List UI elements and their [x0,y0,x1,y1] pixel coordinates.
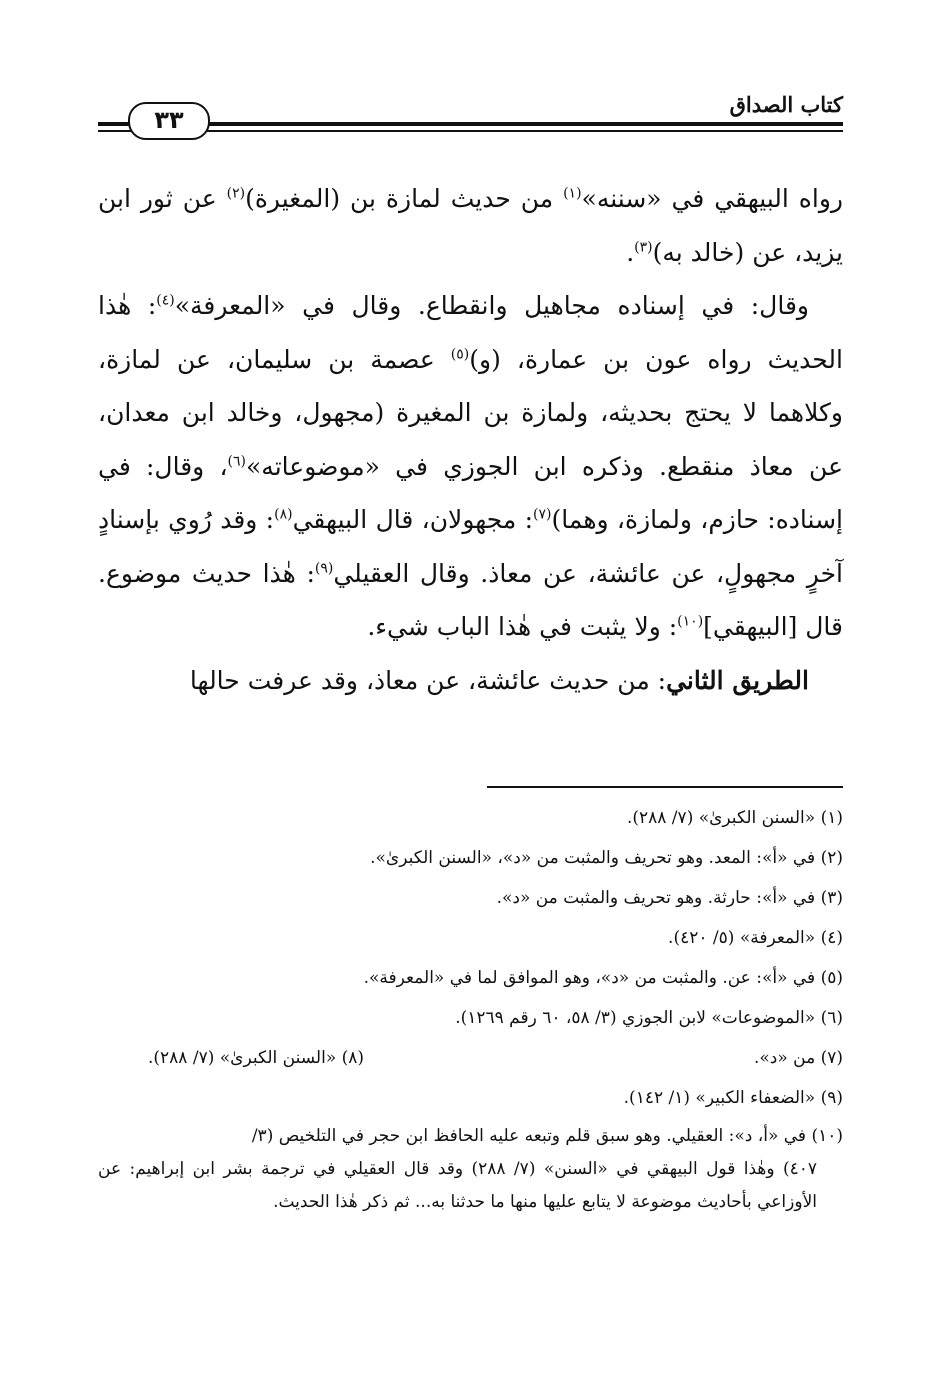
footnote-separator [487,786,843,788]
footnote-ref-5: (٥) [450,346,470,363]
footnote-10-continuation: ٤٠٧) وهٰذا قول البيهقي في «السنن» (٧/ ٢٨٨) وقد قال العقيلي في ترجمة بشر ابن إبراهيم: عن الأوزاعي بأحاديث موضوعة لا يتابع عليها منها ما حدثنا به... ثم ذكر هٰذا الحديث. [98,1159,817,1212]
paragraph-1 [98,172,843,279]
page-header [98,88,843,140]
footnote-ref-10: (١٠) [677,613,704,630]
text-run: : مجهولان، قال البيهقي [292,505,534,534]
header-rule-thin [98,130,843,132]
paragraph-2 [98,279,843,654]
footnote-1: (١) «السنن الكبرىٰ» (٧/ ٢٨٨). [626,808,843,828]
paragraph-3 [98,654,843,708]
text-run: من حديث لمازة بن (المغيرة) [245,184,564,213]
footnote-2: (٢) في «أ»: المعد. وهو تحريف والمثبت من «د»، «السنن الكبرىٰ». [370,848,843,868]
footnote-5: (٥) في «أ»: عن. والمثبت من «د»، وهو الموافق لما في «المعرفة». [363,968,843,988]
text-run: : هٰذا حديث موضوع. قال [البيهقي] [98,558,843,641]
footnotes [98,798,843,1219]
footnote-ref-2: (٢) [226,185,246,202]
text-run: رواه البيهقي في «سننه» [581,184,843,213]
footnote-ref-9: (٩) [314,560,334,577]
text-run: : وقد رُوي بإسنادٍ آخرٍ مجهولٍ، عن عائشة، عن معاذ. وقال العقيلي [98,505,843,588]
text-run: عصمة بن سليمان، عن لمازة، وكلاهما لا يحتج بحديثه، ولمازة بن المغيرة (مجهول، وخالد ابن معدان، عن معاذ منقطع. وذكره ابن الجوزي في «موضوعاته» [98,344,843,481]
page-number: ٣٣ [128,102,210,140]
footnote-ref-6: (٦) [227,453,247,470]
text-run: : من حديث عائشة، عن معاذ، وقد عرفت حالها [189,665,667,695]
section-lead: الطريق الثاني [666,665,809,695]
footnote-10 [98,1120,843,1219]
text-run: . [626,237,635,267]
footnote-10-line-1: (١٠) في «أ، د»: العقيلي. وهو سبق قلم وتبعه عليه الحافظ ابن حجر في التلخيص (٣/ [251,1126,843,1146]
footnote-ref-7: (٧) [533,506,552,523]
footnote-8: (٨) «السنن الكبرىٰ» (٧/ ٢٨٨). [148,1048,365,1068]
footnote-7: (٧) من «د». [753,1048,843,1068]
footnote-ref-1: (١) [563,185,582,202]
book-title: كتاب الصداق [729,92,843,117]
footnote-3: (٣) في «أ»: حارثة. وهو تحريف والمثبت من «د». [496,888,843,908]
text-run: عن ثور ابن يزيد، عن (خالد به) [98,184,843,267]
footnote-ref-4: (٤) [156,292,175,309]
text-run: ، وقال: في إسناده: حازم، ولمازة، وهما) [98,451,843,534]
footnote-row-7-8 [98,1038,843,1078]
text-run: : ولا يثبت في هٰذا الباب شيء. [367,612,678,641]
footnote-9: (٩) «الضعفاء الكبير» (١/ ١٤٢). [623,1088,843,1108]
text-run: وقال: في إسناده مجاهيل وانقطاع. وقال في «المعرفة» [174,291,809,320]
footnote-ref-3: (٣) [634,239,653,256]
footnote-6: (٦) «الموضوعات» لابن الجوزي (٣/ ٥٨، ٦٠ رقم ١٢٦٩). [455,1008,843,1028]
footnote-ref-8: (٨) [274,506,293,523]
footnote-4: (٤) «المعرفة» (٥/ ٤٢٠). [668,928,843,948]
main-text [98,172,843,707]
text-run: : هٰذا الحديث رواه عون بن عمارة، (و) [98,291,843,374]
